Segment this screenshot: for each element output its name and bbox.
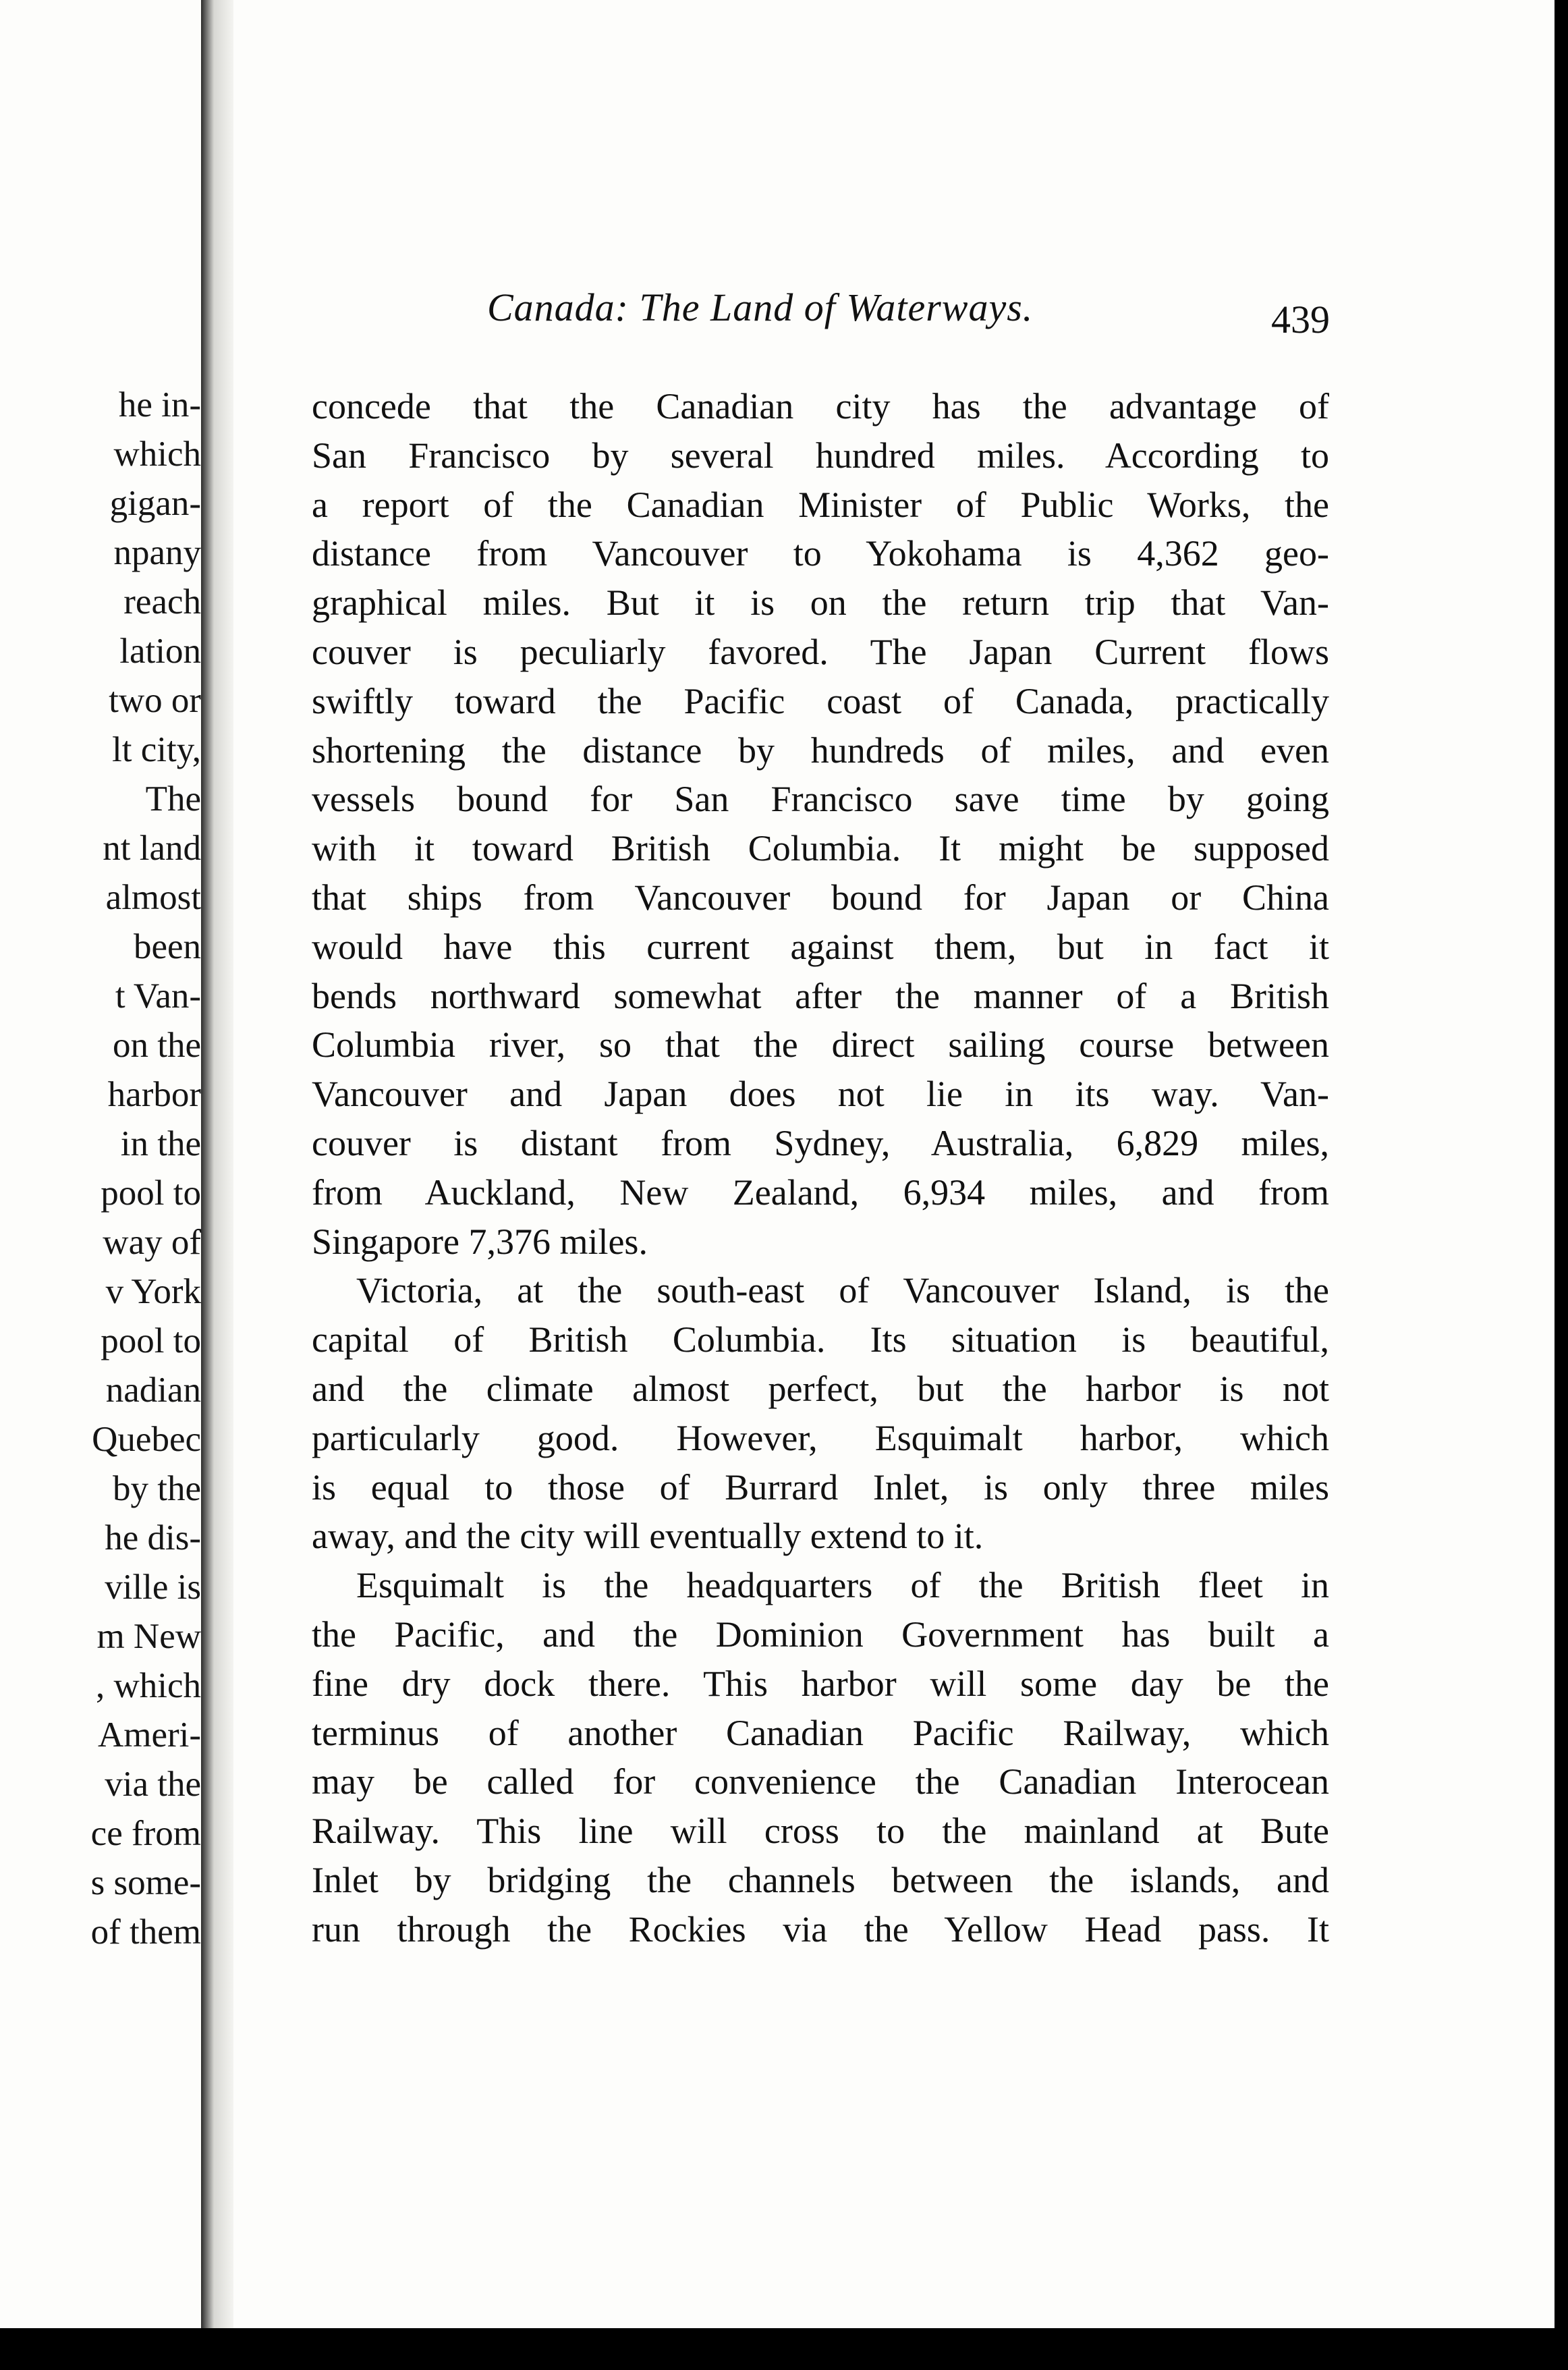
- body-line: Vancouver and Japan does not lie in its way. Van-: [312, 1074, 1329, 1115]
- left-page-line: which: [113, 435, 201, 474]
- body-line: terminus of another Canadian Pacific Railway, which: [312, 1712, 1329, 1753]
- body-line: and the climate almost perfect, but the harbor is not: [312, 1369, 1329, 1409]
- left-page-line: Ameri-: [97, 1715, 201, 1755]
- running-title: Canada: The Land of Waterways.: [487, 285, 1034, 329]
- body-line: with it toward British Columbia. It might be supposed: [312, 828, 1329, 869]
- body-line: couver is peculiarly favored. The Japan Current flows: [312, 632, 1329, 672]
- body-line: Singapore 7,376 miles.: [312, 1221, 648, 1262]
- body-line: Esquimalt is the headquarters of the British fleet in: [356, 1565, 1329, 1606]
- body-line: Columbia river, so that the direct sailing course between: [312, 1024, 1329, 1066]
- body-line: from Auckland, New Zealand, 6,934 miles, and from: [312, 1172, 1329, 1213]
- left-page-line: reach: [123, 582, 201, 622]
- body-line: would have this current against them, but in fact it: [312, 926, 1329, 967]
- left-page-line: gigan-: [109, 484, 201, 523]
- left-page-line: m New: [96, 1617, 201, 1656]
- body-line: distance from Vancouver to Yokohama is 4,362 geo-: [312, 533, 1329, 574]
- body-line: run through the Rockies via the Yellow Head pass. It: [312, 1908, 1329, 1950]
- body-line: is equal to those of Burrard Inlet, is only three miles: [312, 1466, 1329, 1508]
- body-line: graphical miles. But it is on the return trip that Van-: [312, 582, 1329, 624]
- body-line: Inlet by bridging the channels between the islands, and: [312, 1860, 1329, 1900]
- left-page-line: two or: [109, 681, 201, 720]
- left-page-line: of them: [90, 1912, 201, 1952]
- left-page-line: been: [133, 927, 201, 966]
- left-page-line: pool to: [101, 1174, 201, 1213]
- left-page-line: npany: [113, 533, 201, 572]
- left-page-line: on the: [113, 1026, 201, 1065]
- left-page-line: Quebec: [92, 1420, 201, 1459]
- left-page: [0, 0, 201, 2328]
- body-line: couver is distant from Sydney, Australia, 6,829 miles,: [312, 1123, 1329, 1163]
- left-page-line: pool to: [101, 1321, 201, 1360]
- left-page-line: he dis-: [105, 1518, 201, 1558]
- body-line: a report of the Canadian Minister of Public Works, the: [312, 484, 1329, 525]
- left-page-line: s some-: [90, 1863, 201, 1902]
- body-line: may be called for convenience the Canadian Interocean: [312, 1761, 1329, 1802]
- left-page-line: nadian: [105, 1371, 201, 1410]
- left-page-line: way of: [103, 1223, 201, 1262]
- body-line: Railway. This line will cross to the mainland at Bute: [312, 1811, 1329, 1852]
- body-line: concede that the Canadian city has the advantage of: [312, 386, 1329, 426]
- left-page-line: harbor: [107, 1075, 201, 1114]
- left-page-line: v York: [105, 1272, 201, 1311]
- left-page-line: he in-: [118, 385, 201, 424]
- body-line: particularly good. However, Esquimalt harbor, which: [312, 1417, 1329, 1458]
- body-line: vessels bound for San Francisco save time by going: [312, 779, 1329, 820]
- left-page-line: almost: [105, 878, 201, 917]
- right-page: [233, 0, 1555, 2328]
- body-line: fine dry dock there. This harbor will some day be the: [312, 1663, 1329, 1704]
- body-line: the Pacific, and the Dominion Government has built a: [312, 1614, 1329, 1655]
- left-page-line: ce from: [90, 1814, 201, 1853]
- left-page-line: lation: [119, 632, 201, 671]
- left-page-line: via the: [105, 1765, 201, 1804]
- body-line: away, and the city will eventually extend to it.: [312, 1516, 984, 1557]
- left-page-line: , which: [95, 1666, 201, 1705]
- left-page-line: nt land: [103, 829, 201, 868]
- left-page-line: lt city,: [112, 730, 201, 769]
- left-page-line: The: [145, 779, 201, 819]
- body-line: San Francisco by several hundred miles. According to: [312, 435, 1329, 476]
- left-page-line: in the: [120, 1124, 201, 1163]
- body-line: shortening the distance by hundreds of miles, and even: [312, 729, 1329, 771]
- body-line: Victoria, at the south-east of Vancouver Island, is the: [356, 1270, 1329, 1311]
- page-number: 439: [1271, 298, 1330, 341]
- left-page-line: ville is: [105, 1568, 201, 1607]
- body-line: capital of British Columbia. Its situation is beautiful,: [312, 1319, 1329, 1360]
- body-line: bends northward somewhat after the manner of a British: [312, 975, 1329, 1016]
- body-line: that ships from Vancouver bound for Japan or China: [312, 877, 1329, 918]
- body-line: swiftly toward the Pacific coast of Canada, practically: [312, 680, 1329, 721]
- left-page-line: by the: [113, 1469, 201, 1508]
- left-page-line: t Van-: [115, 976, 201, 1016]
- book-gutter: [201, 0, 233, 2328]
